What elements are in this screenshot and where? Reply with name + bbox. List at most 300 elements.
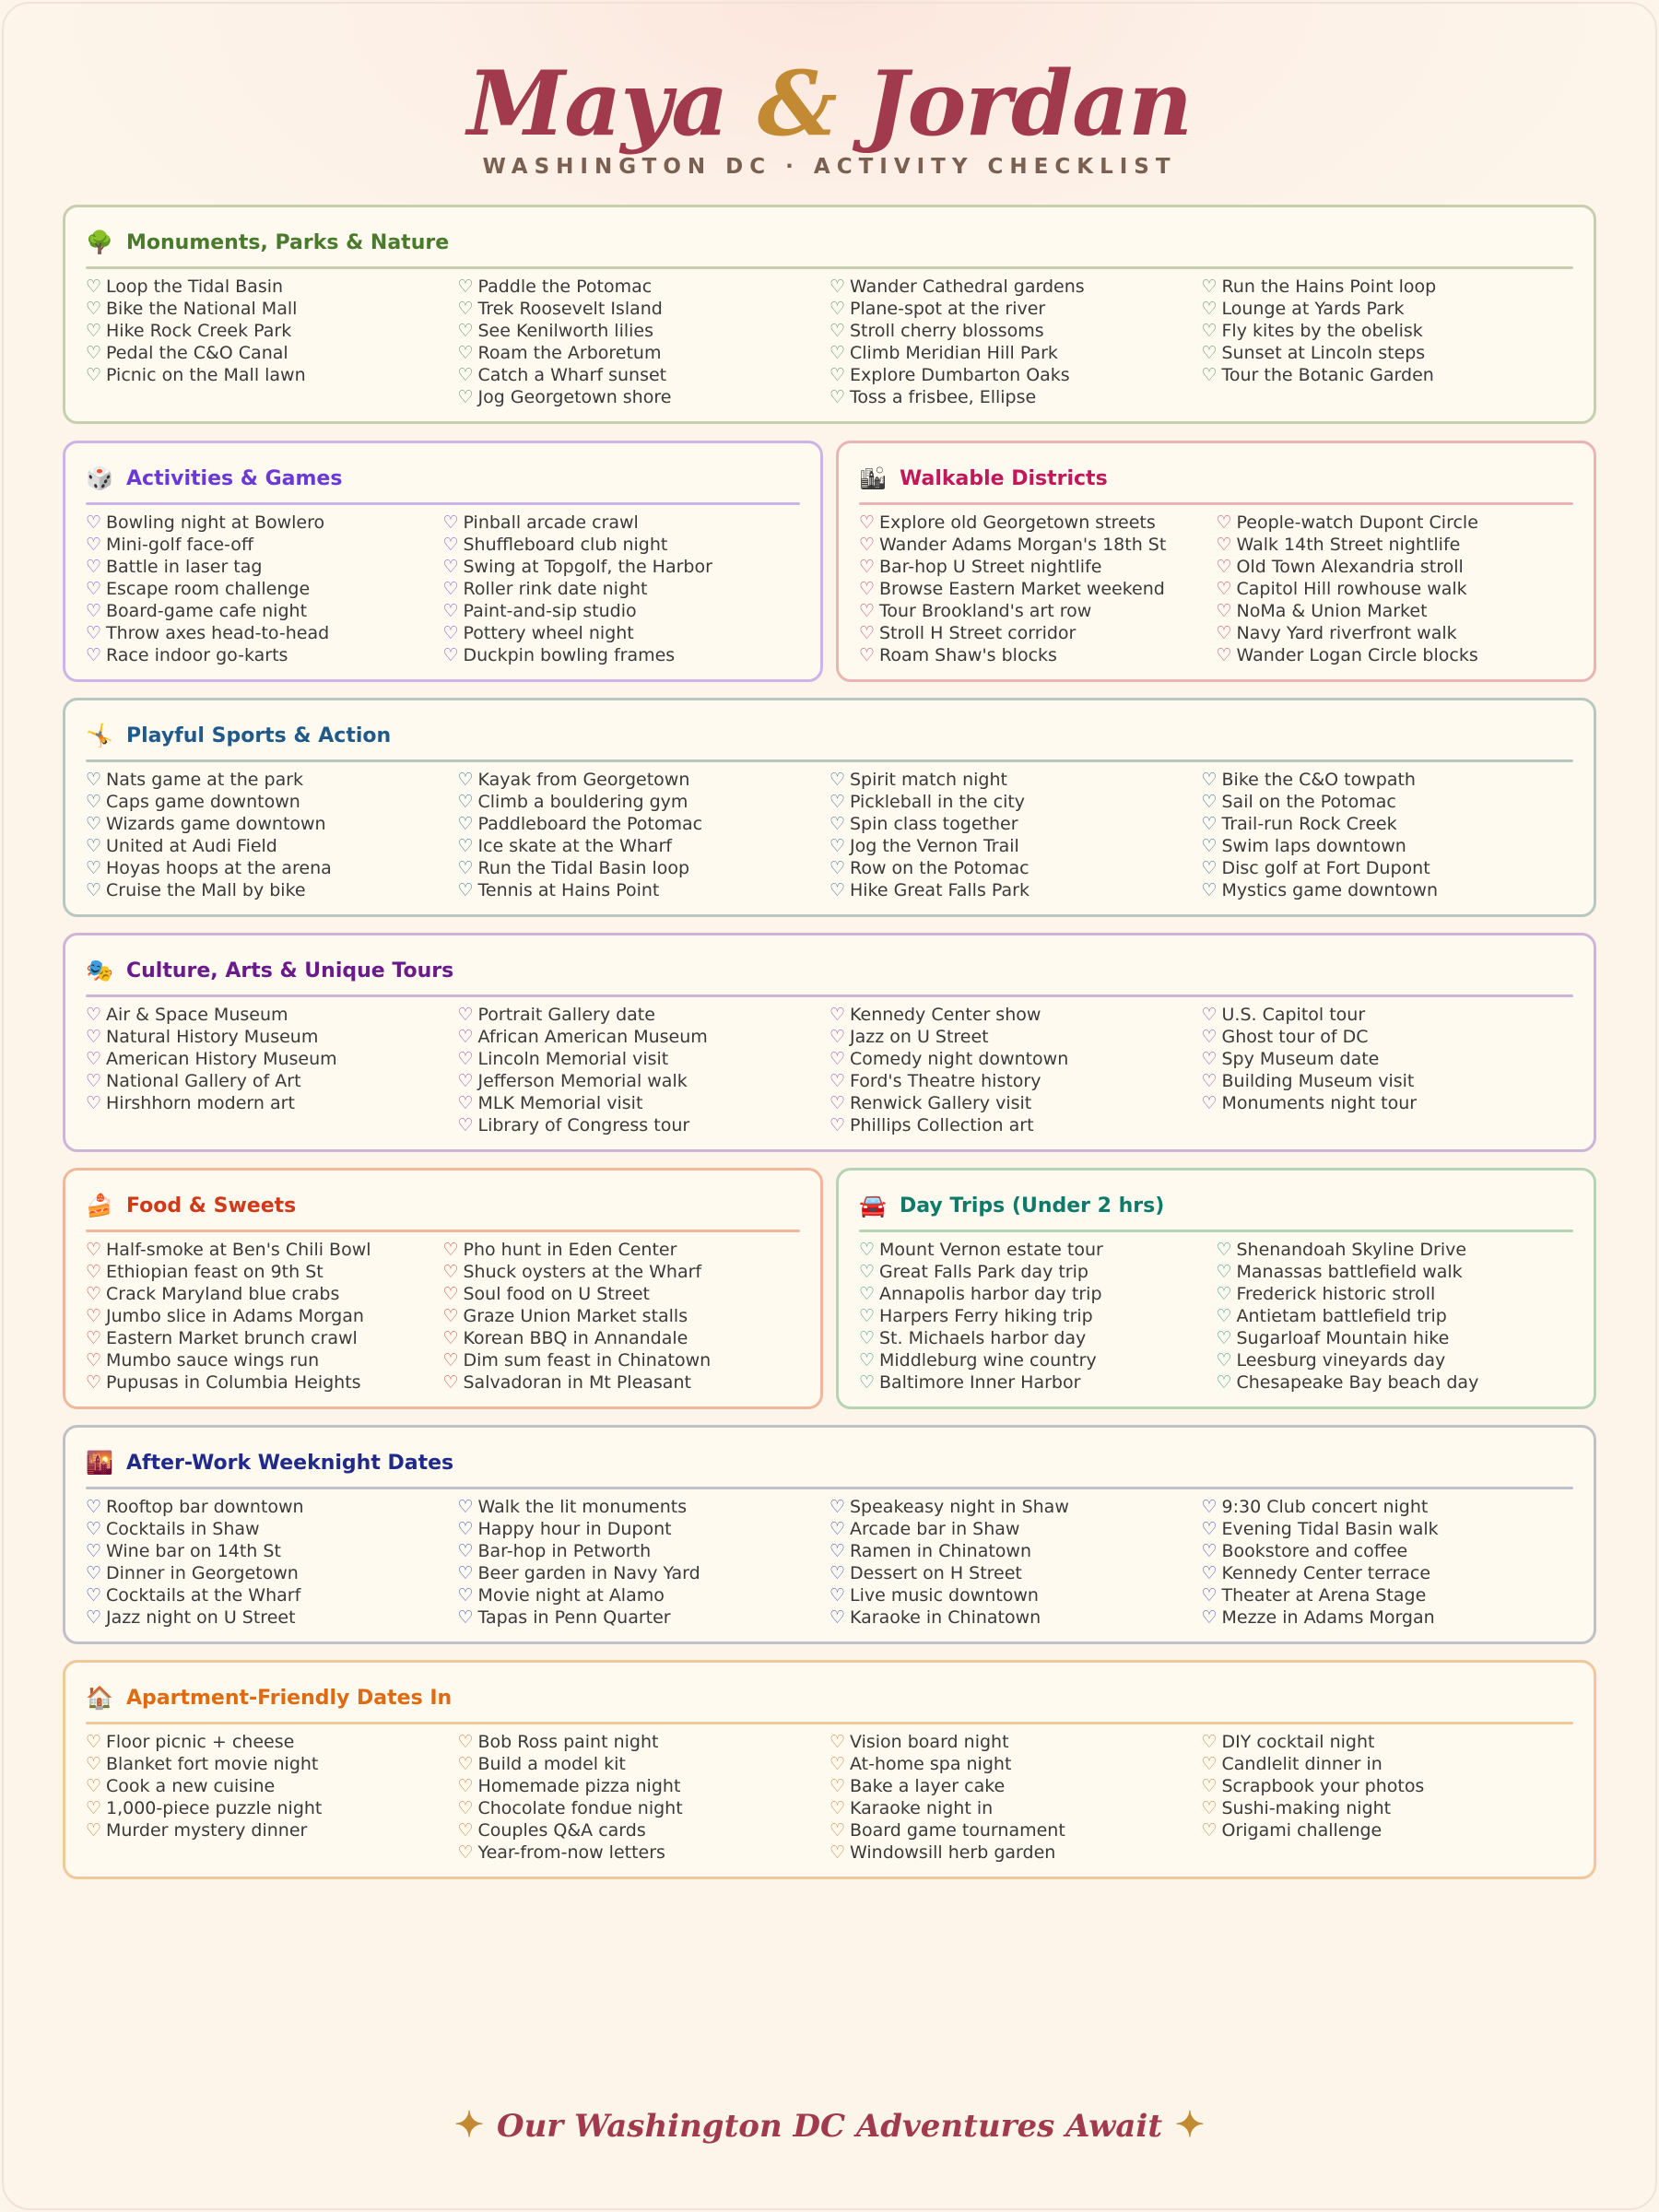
- checklist-item[interactable]: [443, 1239, 801, 1261]
- heart-checkbox-icon[interactable]: ♡: [86, 1754, 102, 1774]
- heart-checkbox-icon[interactable]: ♡: [830, 365, 846, 385]
- checklist-item[interactable]: [458, 835, 830, 857]
- heart-checkbox-icon[interactable]: ♡: [86, 1820, 102, 1841]
- checklist-item[interactable]: [830, 1518, 1202, 1540]
- heart-checkbox-icon[interactable]: ♡: [1216, 1240, 1232, 1260]
- heart-checkbox-icon[interactable]: ♡: [457, 365, 474, 385]
- checklist-item[interactable]: [1202, 1731, 1574, 1753]
- heart-checkbox-icon[interactable]: ♡: [859, 1240, 876, 1260]
- heart-checkbox-icon[interactable]: ♡: [86, 557, 102, 577]
- heart-checkbox-icon[interactable]: ♡: [86, 836, 102, 856]
- checklist-item[interactable]: [86, 1819, 458, 1841]
- heart-checkbox-icon[interactable]: ♡: [86, 1541, 102, 1561]
- heart-checkbox-icon[interactable]: ♡: [1201, 1732, 1218, 1752]
- checklist-item[interactable]: [830, 342, 1202, 364]
- heart-checkbox-icon[interactable]: ♡: [457, 792, 474, 812]
- checklist-item[interactable]: [86, 1239, 443, 1261]
- checklist-item[interactable]: [830, 879, 1202, 901]
- heart-checkbox-icon[interactable]: ♡: [457, 1071, 474, 1091]
- checklist-item[interactable]: [86, 600, 443, 622]
- checklist-item[interactable]: [859, 534, 1217, 556]
- heart-checkbox-icon[interactable]: ♡: [1201, 1519, 1218, 1539]
- heart-checkbox-icon[interactable]: ♡: [830, 1563, 846, 1583]
- heart-checkbox-icon[interactable]: ♡: [86, 1284, 102, 1304]
- heart-checkbox-icon[interactable]: ♡: [1201, 299, 1218, 319]
- checklist-item[interactable]: [86, 1305, 443, 1327]
- checklist-item[interactable]: [830, 386, 1202, 408]
- checklist-item[interactable]: [458, 386, 830, 408]
- checklist-item[interactable]: [859, 644, 1217, 666]
- heart-checkbox-icon[interactable]: ♡: [1201, 321, 1218, 341]
- checklist-item[interactable]: [859, 622, 1217, 644]
- heart-checkbox-icon[interactable]: ♡: [86, 601, 102, 621]
- heart-checkbox-icon[interactable]: ♡: [457, 343, 474, 363]
- heart-checkbox-icon[interactable]: ♡: [859, 645, 876, 665]
- heart-checkbox-icon[interactable]: ♡: [1201, 1497, 1218, 1517]
- heart-checkbox-icon[interactable]: ♡: [457, 1049, 474, 1069]
- checklist-item[interactable]: [830, 1026, 1202, 1048]
- heart-checkbox-icon[interactable]: ♡: [830, 1519, 846, 1539]
- heart-checkbox-icon[interactable]: ♡: [86, 880, 102, 900]
- heart-checkbox-icon[interactable]: ♡: [1201, 1005, 1218, 1025]
- checklist-item[interactable]: [1202, 1819, 1574, 1841]
- checklist-item[interactable]: [443, 578, 801, 600]
- checklist-item[interactable]: [1202, 1518, 1574, 1540]
- checklist-item[interactable]: [86, 1518, 458, 1540]
- heart-checkbox-icon[interactable]: ♡: [86, 1005, 102, 1025]
- heart-checkbox-icon[interactable]: ♡: [830, 770, 846, 790]
- checklist-item[interactable]: [458, 1584, 830, 1606]
- heart-checkbox-icon[interactable]: ♡: [1216, 535, 1232, 555]
- heart-checkbox-icon[interactable]: ♡: [830, 836, 846, 856]
- checklist-item[interactable]: [458, 1114, 830, 1136]
- checklist-item[interactable]: [458, 857, 830, 879]
- heart-checkbox-icon[interactable]: ♡: [86, 1563, 102, 1583]
- checklist-item[interactable]: [443, 1349, 801, 1371]
- heart-checkbox-icon[interactable]: ♡: [859, 1262, 876, 1282]
- checklist-item[interactable]: [1202, 342, 1574, 364]
- heart-checkbox-icon[interactable]: ♡: [86, 365, 102, 385]
- checklist-item[interactable]: [1217, 578, 1574, 600]
- heart-checkbox-icon[interactable]: ♡: [830, 1754, 846, 1774]
- heart-checkbox-icon[interactable]: ♡: [86, 770, 102, 790]
- checklist-item[interactable]: [443, 622, 801, 644]
- heart-checkbox-icon[interactable]: ♡: [1216, 1350, 1232, 1371]
- heart-checkbox-icon[interactable]: ♡: [859, 1328, 876, 1348]
- checklist-item[interactable]: [86, 1026, 458, 1048]
- heart-checkbox-icon[interactable]: ♡: [457, 1519, 474, 1539]
- checklist-item[interactable]: [859, 556, 1217, 578]
- heart-checkbox-icon[interactable]: ♡: [1201, 1541, 1218, 1561]
- heart-checkbox-icon[interactable]: ♡: [457, 880, 474, 900]
- checklist-item[interactable]: [830, 1070, 1202, 1092]
- checklist-item[interactable]: [1202, 835, 1574, 857]
- checklist-item[interactable]: [1217, 556, 1574, 578]
- heart-checkbox-icon[interactable]: ♡: [1201, 1027, 1218, 1047]
- heart-checkbox-icon[interactable]: ♡: [86, 1776, 102, 1796]
- checklist-item[interactable]: [458, 276, 830, 298]
- checklist-item[interactable]: [86, 1496, 458, 1518]
- heart-checkbox-icon[interactable]: ♡: [86, 858, 102, 878]
- checklist-item[interactable]: [86, 1327, 443, 1349]
- checklist-item[interactable]: [859, 1283, 1217, 1305]
- heart-checkbox-icon[interactable]: ♡: [1201, 1607, 1218, 1628]
- checklist-item[interactable]: [1202, 1753, 1574, 1775]
- checklist-item[interactable]: [458, 1819, 830, 1841]
- checklist-item[interactable]: [1217, 1239, 1574, 1261]
- heart-checkbox-icon[interactable]: ♡: [1201, 1049, 1218, 1069]
- heart-checkbox-icon[interactable]: ♡: [86, 1093, 102, 1113]
- heart-checkbox-icon[interactable]: ♡: [442, 535, 459, 555]
- heart-checkbox-icon[interactable]: ♡: [86, 343, 102, 363]
- heart-checkbox-icon[interactable]: ♡: [1201, 1563, 1218, 1583]
- checklist-item[interactable]: [830, 1114, 1202, 1136]
- heart-checkbox-icon[interactable]: ♡: [1201, 365, 1218, 385]
- heart-checkbox-icon[interactable]: ♡: [457, 1798, 474, 1818]
- checklist-item[interactable]: [830, 1819, 1202, 1841]
- heart-checkbox-icon[interactable]: ♡: [859, 601, 876, 621]
- heart-checkbox-icon[interactable]: ♡: [830, 1049, 846, 1069]
- heart-checkbox-icon[interactable]: ♡: [859, 1350, 876, 1371]
- checklist-item[interactable]: [86, 1606, 458, 1629]
- checklist-item[interactable]: [1202, 1004, 1574, 1026]
- checklist-item[interactable]: [443, 600, 801, 622]
- checklist-item[interactable]: [830, 813, 1202, 835]
- heart-checkbox-icon[interactable]: ♡: [830, 792, 846, 812]
- checklist-item[interactable]: [1202, 1775, 1574, 1797]
- heart-checkbox-icon[interactable]: ♡: [830, 880, 846, 900]
- checklist-item[interactable]: [1202, 320, 1574, 342]
- checklist-item[interactable]: [830, 1841, 1202, 1864]
- heart-checkbox-icon[interactable]: ♡: [1201, 836, 1218, 856]
- checklist-item[interactable]: [1202, 1496, 1574, 1518]
- heart-checkbox-icon[interactable]: ♡: [1216, 557, 1232, 577]
- heart-checkbox-icon[interactable]: ♡: [86, 1585, 102, 1606]
- checklist-item[interactable]: [458, 1606, 830, 1629]
- heart-checkbox-icon[interactable]: ♡: [830, 1541, 846, 1561]
- heart-checkbox-icon[interactable]: ♡: [830, 321, 846, 341]
- heart-checkbox-icon[interactable]: ♡: [830, 1115, 846, 1135]
- heart-checkbox-icon[interactable]: ♡: [442, 579, 459, 599]
- checklist-item[interactable]: [443, 556, 801, 578]
- checklist-item[interactable]: [830, 857, 1202, 879]
- checklist-item[interactable]: [458, 364, 830, 386]
- checklist-item[interactable]: [86, 276, 458, 298]
- heart-checkbox-icon[interactable]: ♡: [86, 1071, 102, 1091]
- heart-checkbox-icon[interactable]: ♡: [830, 1820, 846, 1841]
- heart-checkbox-icon[interactable]: ♡: [457, 1563, 474, 1583]
- heart-checkbox-icon[interactable]: ♡: [86, 1262, 102, 1282]
- heart-checkbox-icon[interactable]: ♡: [1201, 1093, 1218, 1113]
- heart-checkbox-icon[interactable]: ♡: [457, 1732, 474, 1752]
- heart-checkbox-icon[interactable]: ♡: [859, 1306, 876, 1326]
- heart-checkbox-icon[interactable]: ♡: [830, 1093, 846, 1113]
- heart-checkbox-icon[interactable]: ♡: [442, 1328, 459, 1348]
- heart-checkbox-icon[interactable]: ♡: [86, 792, 102, 812]
- checklist-item[interactable]: [1217, 512, 1574, 534]
- heart-checkbox-icon[interactable]: ♡: [830, 276, 846, 297]
- checklist-item[interactable]: [830, 1731, 1202, 1753]
- checklist-item[interactable]: [1202, 1606, 1574, 1629]
- heart-checkbox-icon[interactable]: ♡: [1216, 512, 1232, 533]
- heart-checkbox-icon[interactable]: ♡: [859, 579, 876, 599]
- checklist-item[interactable]: [830, 320, 1202, 342]
- heart-checkbox-icon[interactable]: ♡: [442, 557, 459, 577]
- heart-checkbox-icon[interactable]: ♡: [830, 1798, 846, 1818]
- heart-checkbox-icon[interactable]: ♡: [457, 1820, 474, 1841]
- heart-checkbox-icon[interactable]: ♡: [86, 1027, 102, 1047]
- checklist-item[interactable]: [1202, 1070, 1574, 1092]
- checklist-item[interactable]: [1202, 298, 1574, 320]
- heart-checkbox-icon[interactable]: ♡: [86, 1328, 102, 1348]
- heart-checkbox-icon[interactable]: ♡: [830, 1585, 846, 1606]
- checklist-item[interactable]: [86, 534, 443, 556]
- heart-checkbox-icon[interactable]: ♡: [859, 557, 876, 577]
- heart-checkbox-icon[interactable]: ♡: [442, 1262, 459, 1282]
- checklist-item[interactable]: [1217, 1327, 1574, 1349]
- checklist-item[interactable]: [86, 791, 458, 813]
- heart-checkbox-icon[interactable]: ♡: [1201, 276, 1218, 297]
- heart-checkbox-icon[interactable]: ♡: [457, 299, 474, 319]
- heart-checkbox-icon[interactable]: ♡: [1216, 1262, 1232, 1282]
- checklist-item[interactable]: [458, 1731, 830, 1753]
- heart-checkbox-icon[interactable]: ♡: [457, 1005, 474, 1025]
- checklist-item[interactable]: [830, 1753, 1202, 1775]
- heart-checkbox-icon[interactable]: ♡: [86, 1372, 102, 1393]
- heart-checkbox-icon[interactable]: ♡: [1201, 880, 1218, 900]
- checklist-item[interactable]: [86, 1283, 443, 1305]
- checklist-item[interactable]: [458, 1540, 830, 1562]
- checklist-item[interactable]: [1202, 276, 1574, 298]
- checklist-item[interactable]: [830, 1496, 1202, 1518]
- heart-checkbox-icon[interactable]: ♡: [457, 1541, 474, 1561]
- checklist-item[interactable]: [86, 1797, 458, 1819]
- checklist-item[interactable]: [859, 1349, 1217, 1371]
- checklist-item[interactable]: [86, 1371, 443, 1394]
- checklist-item[interactable]: [859, 1327, 1217, 1349]
- heart-checkbox-icon[interactable]: ♡: [859, 512, 876, 533]
- checklist-item[interactable]: [86, 512, 443, 534]
- heart-checkbox-icon[interactable]: ♡: [442, 1372, 459, 1393]
- checklist-item[interactable]: [458, 1841, 830, 1864]
- checklist-item[interactable]: [830, 1540, 1202, 1562]
- checklist-item[interactable]: [830, 1584, 1202, 1606]
- heart-checkbox-icon[interactable]: ♡: [1216, 1306, 1232, 1326]
- heart-checkbox-icon[interactable]: ♡: [1201, 1754, 1218, 1774]
- heart-checkbox-icon[interactable]: ♡: [442, 601, 459, 621]
- checklist-item[interactable]: [1202, 857, 1574, 879]
- checklist-item[interactable]: [458, 1092, 830, 1114]
- checklist-item[interactable]: [1217, 1349, 1574, 1371]
- heart-checkbox-icon[interactable]: ♡: [86, 1049, 102, 1069]
- checklist-item[interactable]: [458, 1496, 830, 1518]
- checklist-item[interactable]: [830, 298, 1202, 320]
- checklist-item[interactable]: [1217, 1261, 1574, 1283]
- heart-checkbox-icon[interactable]: ♡: [86, 1497, 102, 1517]
- heart-checkbox-icon[interactable]: ♡: [830, 1842, 846, 1863]
- heart-checkbox-icon[interactable]: ♡: [1201, 858, 1218, 878]
- checklist-item[interactable]: [443, 644, 801, 666]
- checklist-item[interactable]: [859, 512, 1217, 534]
- heart-checkbox-icon[interactable]: ♡: [457, 836, 474, 856]
- heart-checkbox-icon[interactable]: ♡: [457, 814, 474, 834]
- checklist-item[interactable]: [859, 1305, 1217, 1327]
- checklist-item[interactable]: [86, 342, 458, 364]
- heart-checkbox-icon[interactable]: ♡: [86, 645, 102, 665]
- heart-checkbox-icon[interactable]: ♡: [1201, 770, 1218, 790]
- checklist-item[interactable]: [458, 1753, 830, 1775]
- heart-checkbox-icon[interactable]: ♡: [830, 343, 846, 363]
- checklist-item[interactable]: [443, 1371, 801, 1394]
- checklist-item[interactable]: [86, 813, 458, 835]
- heart-checkbox-icon[interactable]: ♡: [442, 1284, 459, 1304]
- heart-checkbox-icon[interactable]: ♡: [830, 1071, 846, 1091]
- checklist-item[interactable]: [86, 1562, 458, 1584]
- heart-checkbox-icon[interactable]: ♡: [859, 1284, 876, 1304]
- heart-checkbox-icon[interactable]: ♡: [86, 321, 102, 341]
- checklist-item[interactable]: [86, 1540, 458, 1562]
- checklist-item[interactable]: [458, 1026, 830, 1048]
- heart-checkbox-icon[interactable]: ♡: [86, 623, 102, 643]
- checklist-item[interactable]: [86, 1775, 458, 1797]
- checklist-item[interactable]: [1202, 1092, 1574, 1114]
- heart-checkbox-icon[interactable]: ♡: [830, 1005, 846, 1025]
- checklist-item[interactable]: [443, 1327, 801, 1349]
- checklist-item[interactable]: [86, 769, 458, 791]
- heart-checkbox-icon[interactable]: ♡: [457, 1776, 474, 1796]
- heart-checkbox-icon[interactable]: ♡: [1216, 601, 1232, 621]
- checklist-item[interactable]: [859, 1261, 1217, 1283]
- heart-checkbox-icon[interactable]: ♡: [457, 1027, 474, 1047]
- checklist-item[interactable]: [1202, 1048, 1574, 1070]
- checklist-item[interactable]: [830, 791, 1202, 813]
- checklist-item[interactable]: [458, 1070, 830, 1092]
- checklist-item[interactable]: [443, 534, 801, 556]
- heart-checkbox-icon[interactable]: ♡: [830, 1027, 846, 1047]
- checklist-item[interactable]: [1217, 1371, 1574, 1394]
- checklist-item[interactable]: [830, 835, 1202, 857]
- heart-checkbox-icon[interactable]: ♡: [830, 1607, 846, 1628]
- heart-checkbox-icon[interactable]: ♡: [1216, 1284, 1232, 1304]
- heart-checkbox-icon[interactable]: ♡: [1216, 579, 1232, 599]
- checklist-item[interactable]: [830, 1606, 1202, 1629]
- checklist-item[interactable]: [86, 644, 443, 666]
- heart-checkbox-icon[interactable]: ♡: [1201, 343, 1218, 363]
- checklist-item[interactable]: [86, 1004, 458, 1026]
- checklist-item[interactable]: [830, 1562, 1202, 1584]
- checklist-item[interactable]: [1202, 1026, 1574, 1048]
- checklist-item[interactable]: [86, 879, 458, 901]
- heart-checkbox-icon[interactable]: ♡: [442, 623, 459, 643]
- heart-checkbox-icon[interactable]: ♡: [86, 535, 102, 555]
- checklist-item[interactable]: [830, 1775, 1202, 1797]
- heart-checkbox-icon[interactable]: ♡: [86, 512, 102, 533]
- checklist-item[interactable]: [86, 835, 458, 857]
- heart-checkbox-icon[interactable]: ♡: [830, 387, 846, 407]
- checklist-item[interactable]: [86, 556, 443, 578]
- checklist-item[interactable]: [86, 320, 458, 342]
- checklist-item[interactable]: [1217, 600, 1574, 622]
- heart-checkbox-icon[interactable]: ♡: [859, 1372, 876, 1393]
- checklist-item[interactable]: [1202, 1562, 1574, 1584]
- heart-checkbox-icon[interactable]: ♡: [830, 1776, 846, 1796]
- heart-checkbox-icon[interactable]: ♡: [830, 814, 846, 834]
- checklist-item[interactable]: [86, 364, 458, 386]
- heart-checkbox-icon[interactable]: ♡: [830, 858, 846, 878]
- heart-checkbox-icon[interactable]: ♡: [457, 1115, 474, 1135]
- heart-checkbox-icon[interactable]: ♡: [457, 1093, 474, 1113]
- checklist-item[interactable]: [458, 1518, 830, 1540]
- checklist-item[interactable]: [1217, 1283, 1574, 1305]
- checklist-item[interactable]: [458, 298, 830, 320]
- heart-checkbox-icon[interactable]: ♡: [86, 1306, 102, 1326]
- heart-checkbox-icon[interactable]: ♡: [1201, 1071, 1218, 1091]
- checklist-item[interactable]: [830, 276, 1202, 298]
- checklist-item[interactable]: [859, 1371, 1217, 1394]
- heart-checkbox-icon[interactable]: ♡: [86, 276, 102, 297]
- heart-checkbox-icon[interactable]: ♡: [830, 299, 846, 319]
- heart-checkbox-icon[interactable]: ♡: [457, 321, 474, 341]
- checklist-item[interactable]: [1202, 813, 1574, 835]
- heart-checkbox-icon[interactable]: ♡: [442, 1240, 459, 1260]
- checklist-item[interactable]: [830, 769, 1202, 791]
- heart-checkbox-icon[interactable]: ♡: [1201, 1798, 1218, 1818]
- heart-checkbox-icon[interactable]: ♡: [86, 1519, 102, 1539]
- checklist-item[interactable]: [458, 1004, 830, 1026]
- checklist-item[interactable]: [458, 813, 830, 835]
- checklist-item[interactable]: [458, 1797, 830, 1819]
- heart-checkbox-icon[interactable]: ♡: [442, 645, 459, 665]
- checklist-item[interactable]: [859, 600, 1217, 622]
- checklist-item[interactable]: [830, 1004, 1202, 1026]
- checklist-item[interactable]: [458, 769, 830, 791]
- checklist-item[interactable]: [86, 1349, 443, 1371]
- heart-checkbox-icon[interactable]: ♡: [457, 1497, 474, 1517]
- heart-checkbox-icon[interactable]: ♡: [1201, 792, 1218, 812]
- checklist-item[interactable]: [859, 1239, 1217, 1261]
- heart-checkbox-icon[interactable]: ♡: [86, 1607, 102, 1628]
- heart-checkbox-icon[interactable]: ♡: [1216, 645, 1232, 665]
- heart-checkbox-icon[interactable]: ♡: [442, 512, 459, 533]
- checklist-item[interactable]: [458, 342, 830, 364]
- checklist-item[interactable]: [458, 879, 830, 901]
- heart-checkbox-icon[interactable]: ♡: [86, 814, 102, 834]
- heart-checkbox-icon[interactable]: ♡: [86, 299, 102, 319]
- heart-checkbox-icon[interactable]: ♡: [1201, 814, 1218, 834]
- heart-checkbox-icon[interactable]: ♡: [457, 1842, 474, 1863]
- checklist-item[interactable]: [1217, 622, 1574, 644]
- checklist-item[interactable]: [1202, 364, 1574, 386]
- checklist-item[interactable]: [458, 1775, 830, 1797]
- checklist-item[interactable]: [830, 1797, 1202, 1819]
- heart-checkbox-icon[interactable]: ♡: [86, 1732, 102, 1752]
- checklist-item[interactable]: [1202, 791, 1574, 813]
- checklist-item[interactable]: [86, 1092, 458, 1114]
- heart-checkbox-icon[interactable]: ♡: [1201, 1585, 1218, 1606]
- checklist-item[interactable]: [1202, 769, 1574, 791]
- checklist-item[interactable]: [86, 1261, 443, 1283]
- checklist-item[interactable]: [86, 1048, 458, 1070]
- heart-checkbox-icon[interactable]: ♡: [86, 1240, 102, 1260]
- heart-checkbox-icon[interactable]: ♡: [442, 1350, 459, 1371]
- checklist-item[interactable]: [443, 512, 801, 534]
- heart-checkbox-icon[interactable]: ♡: [457, 770, 474, 790]
- heart-checkbox-icon[interactable]: ♡: [457, 858, 474, 878]
- heart-checkbox-icon[interactable]: ♡: [859, 535, 876, 555]
- heart-checkbox-icon[interactable]: ♡: [86, 1350, 102, 1371]
- heart-checkbox-icon[interactable]: ♡: [1216, 1372, 1232, 1393]
- heart-checkbox-icon[interactable]: ♡: [830, 1732, 846, 1752]
